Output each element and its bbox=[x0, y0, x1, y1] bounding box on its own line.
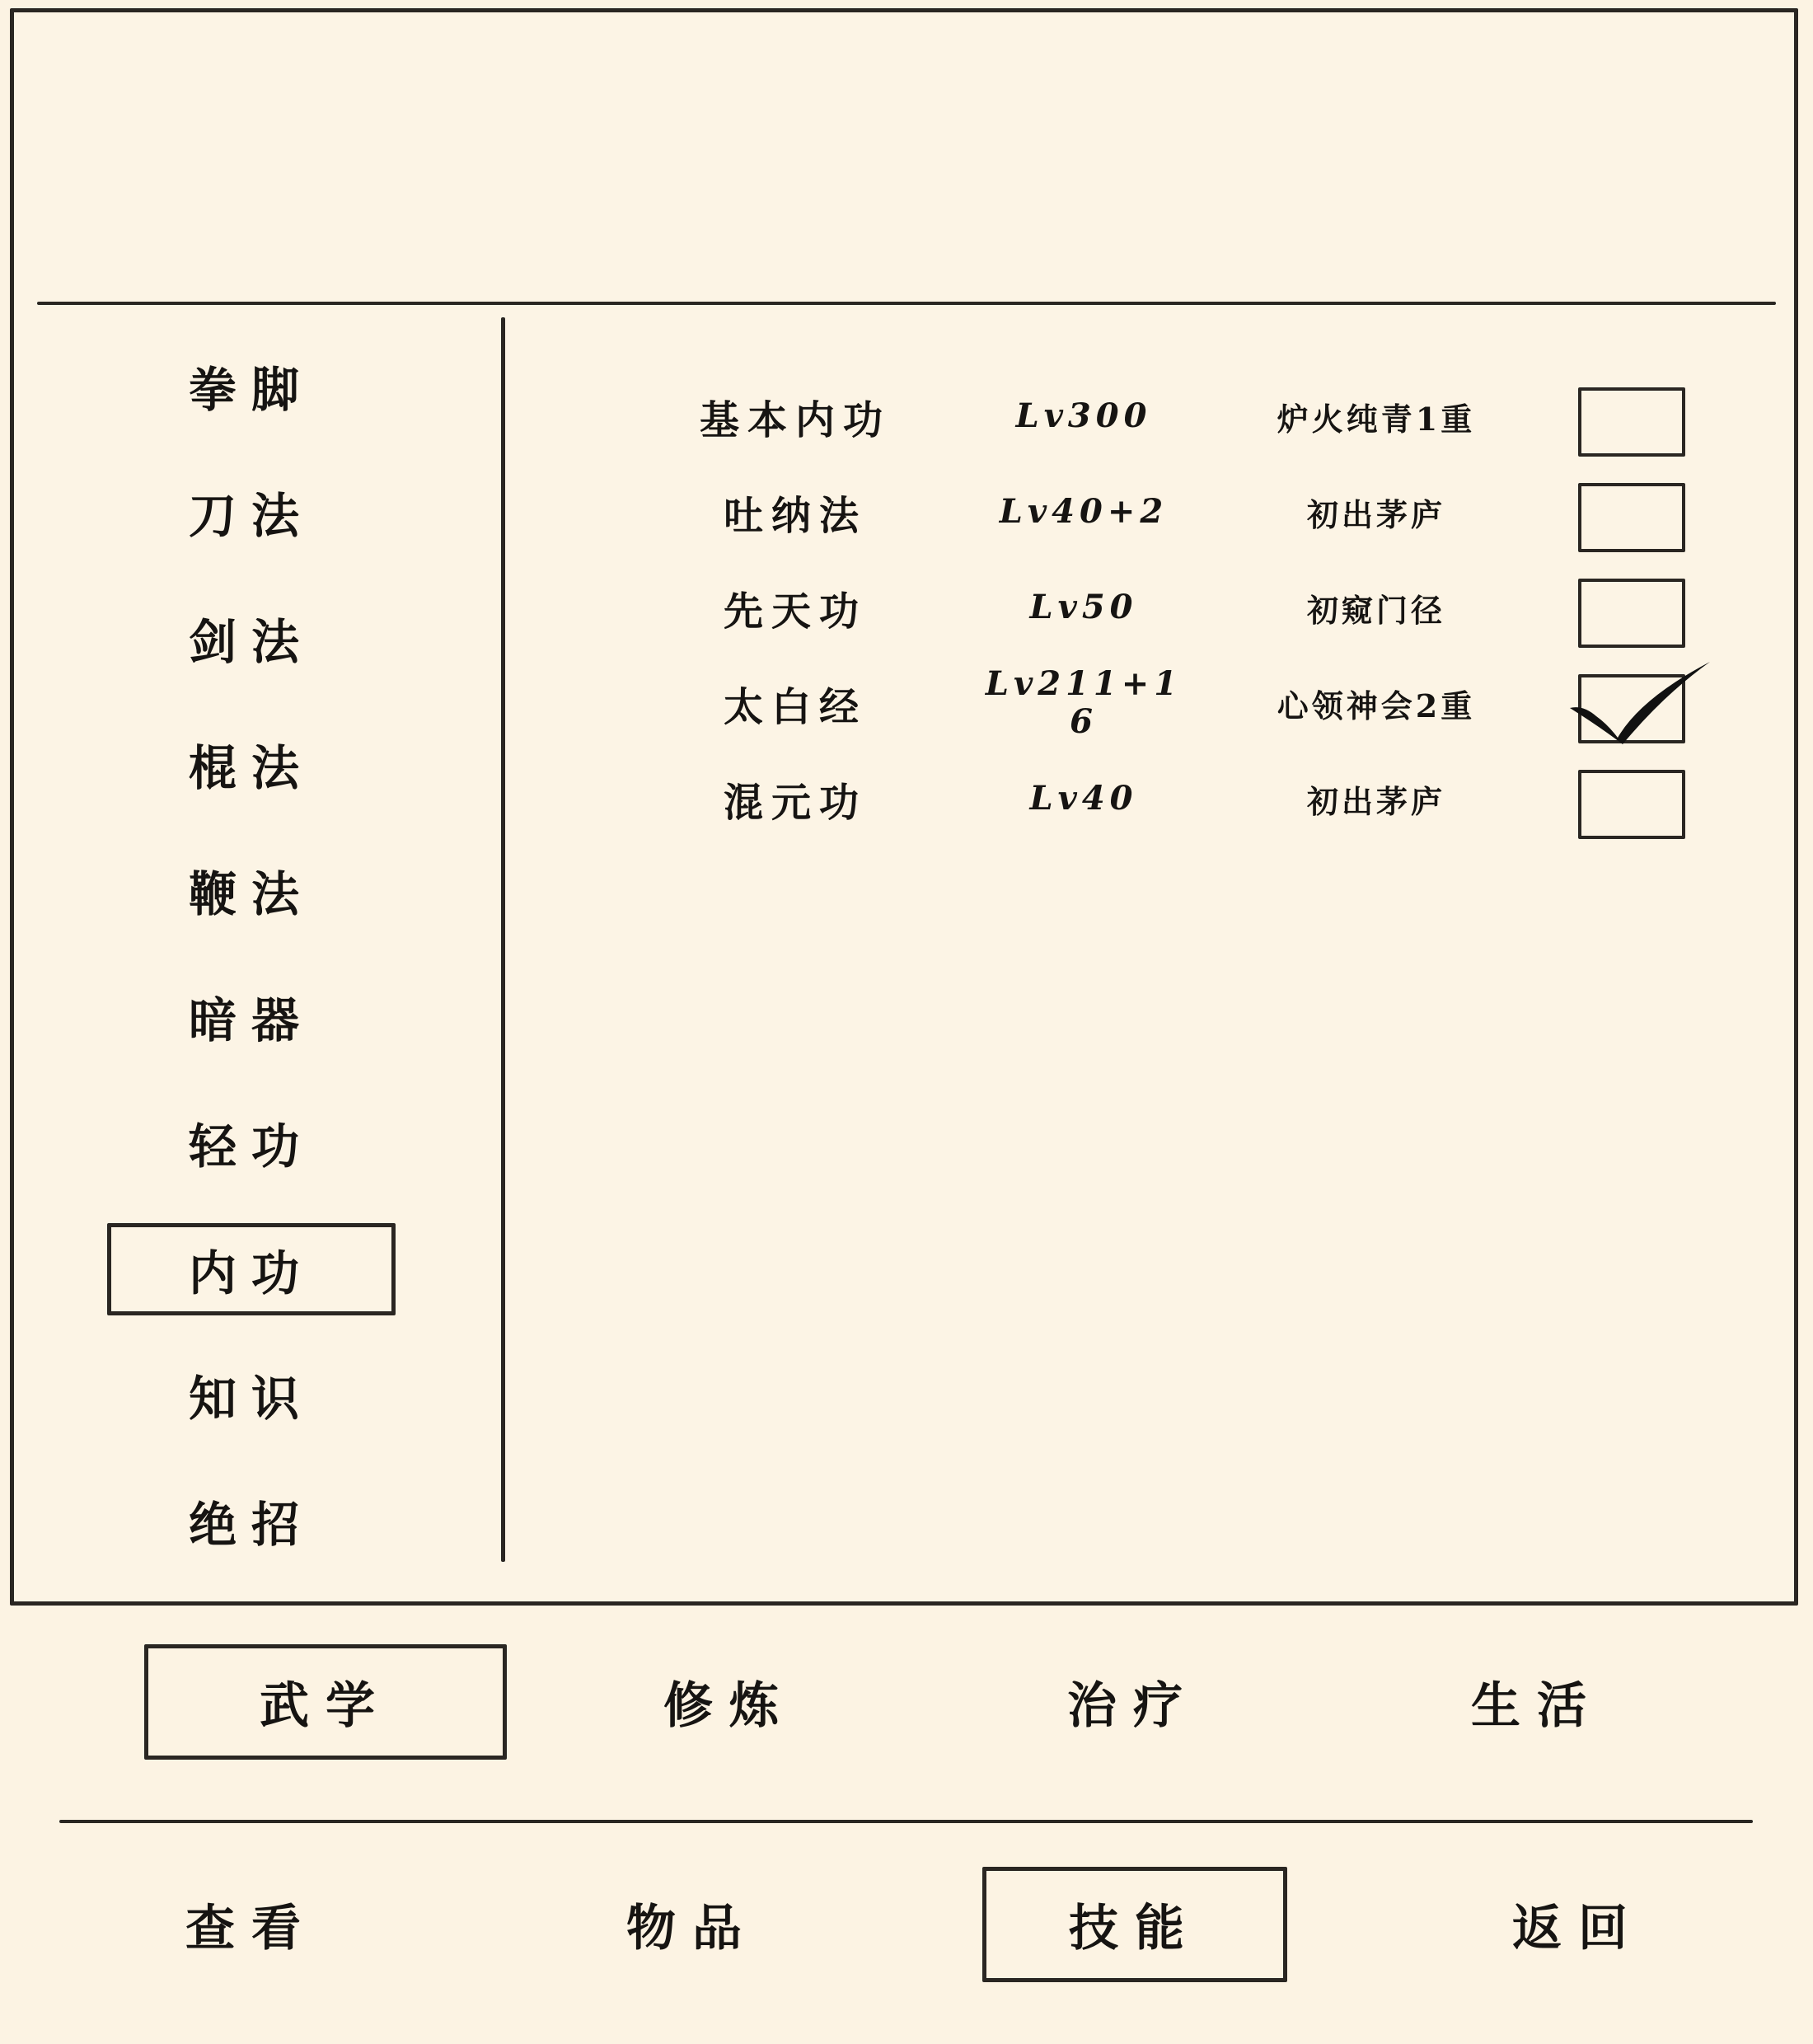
subtab-shenghuo[interactable] bbox=[1356, 1644, 1718, 1760]
skill-level: Lv300 bbox=[1015, 396, 1152, 435]
skill-row[interactable] bbox=[643, 371, 1714, 462]
category-item-qinggong[interactable] bbox=[107, 1097, 396, 1188]
skill-stage: 心领神会2重 bbox=[1277, 687, 1476, 724]
nav-items-button[interactable] bbox=[540, 1867, 845, 1982]
skill-level: Lv40+2 bbox=[999, 492, 1169, 531]
subtab-label: 修炼 bbox=[663, 1677, 795, 1735]
category-label: 剑法 bbox=[188, 614, 314, 670]
category-item-quanjiao[interactable] bbox=[107, 340, 396, 431]
nav-back-button[interactable] bbox=[1426, 1867, 1731, 1982]
nav-label: 返回 bbox=[1512, 1900, 1644, 1957]
skill-name: 基本内功 bbox=[699, 396, 891, 443]
nav-label: 查看 bbox=[185, 1900, 317, 1957]
subtab-zhiliao[interactable] bbox=[952, 1644, 1314, 1760]
category-label: 知识 bbox=[188, 1371, 314, 1427]
skill-checkbox[interactable] bbox=[1578, 674, 1685, 743]
skill-checkbox[interactable] bbox=[1578, 387, 1685, 457]
skill-name: 吐纳法 bbox=[723, 492, 867, 539]
skill-stage: 初出茅庐 bbox=[1306, 782, 1445, 820]
subtab-xiulian[interactable] bbox=[548, 1644, 911, 1760]
nav-skills-button[interactable] bbox=[982, 1867, 1287, 1982]
skill-name: 太白经 bbox=[723, 683, 867, 730]
category-label: 绝招 bbox=[188, 1497, 314, 1553]
category-item-juezhao[interactable] bbox=[107, 1475, 396, 1566]
skill-checkbox[interactable] bbox=[1578, 483, 1685, 552]
category-item-neigong[interactable] bbox=[107, 1223, 396, 1315]
category-item-anqi[interactable] bbox=[107, 971, 396, 1062]
skill-stage: 初窥门径 bbox=[1306, 591, 1445, 629]
nav-label: 技能 bbox=[1069, 1900, 1201, 1957]
header-area bbox=[14, 12, 1794, 305]
nav-label: 物品 bbox=[626, 1900, 758, 1957]
skill-row[interactable] bbox=[643, 562, 1714, 653]
category-label: 轻功 bbox=[188, 1118, 314, 1174]
checkmark-icon bbox=[1565, 657, 1713, 748]
category-item-gunfa[interactable] bbox=[107, 719, 396, 809]
category-item-bianfa[interactable] bbox=[107, 845, 396, 935]
skill-checkbox[interactable] bbox=[1578, 579, 1685, 648]
skill-level: Lv211+16 bbox=[985, 664, 1183, 741]
skill-level: Lv50 bbox=[1029, 588, 1138, 626]
skill-row[interactable] bbox=[643, 753, 1714, 844]
category-item-jianfa[interactable] bbox=[107, 593, 396, 683]
nav-divider bbox=[59, 1820, 1753, 1823]
category-label: 鞭法 bbox=[188, 866, 314, 922]
subtab-label: 武学 bbox=[260, 1677, 391, 1735]
category-label: 刀法 bbox=[188, 488, 314, 544]
skill-name: 混元功 bbox=[723, 779, 867, 826]
category-label: 拳脚 bbox=[188, 362, 314, 418]
header-divider bbox=[37, 302, 1776, 305]
skill-name: 先天功 bbox=[723, 588, 867, 635]
category-item-daofa[interactable] bbox=[107, 466, 396, 557]
subtab-label: 生活 bbox=[1471, 1677, 1603, 1735]
skill-row[interactable] bbox=[643, 466, 1714, 557]
category-label: 内功 bbox=[188, 1245, 314, 1301]
nav-view-button[interactable] bbox=[99, 1867, 404, 1982]
skill-level: Lv40 bbox=[1029, 779, 1138, 818]
category-label: 棍法 bbox=[188, 740, 314, 796]
skill-row[interactable] bbox=[643, 658, 1714, 748]
category-label: 暗器 bbox=[188, 992, 314, 1048]
skill-checkbox[interactable] bbox=[1578, 770, 1685, 839]
subtab-label: 治疗 bbox=[1067, 1677, 1199, 1735]
category-divider bbox=[501, 317, 505, 1562]
category-item-zhishi[interactable] bbox=[107, 1349, 396, 1440]
skill-stage: 炉火纯青1重 bbox=[1277, 400, 1476, 438]
skill-stage: 初出茅庐 bbox=[1306, 495, 1445, 533]
subtab-wuxue[interactable] bbox=[144, 1644, 507, 1760]
